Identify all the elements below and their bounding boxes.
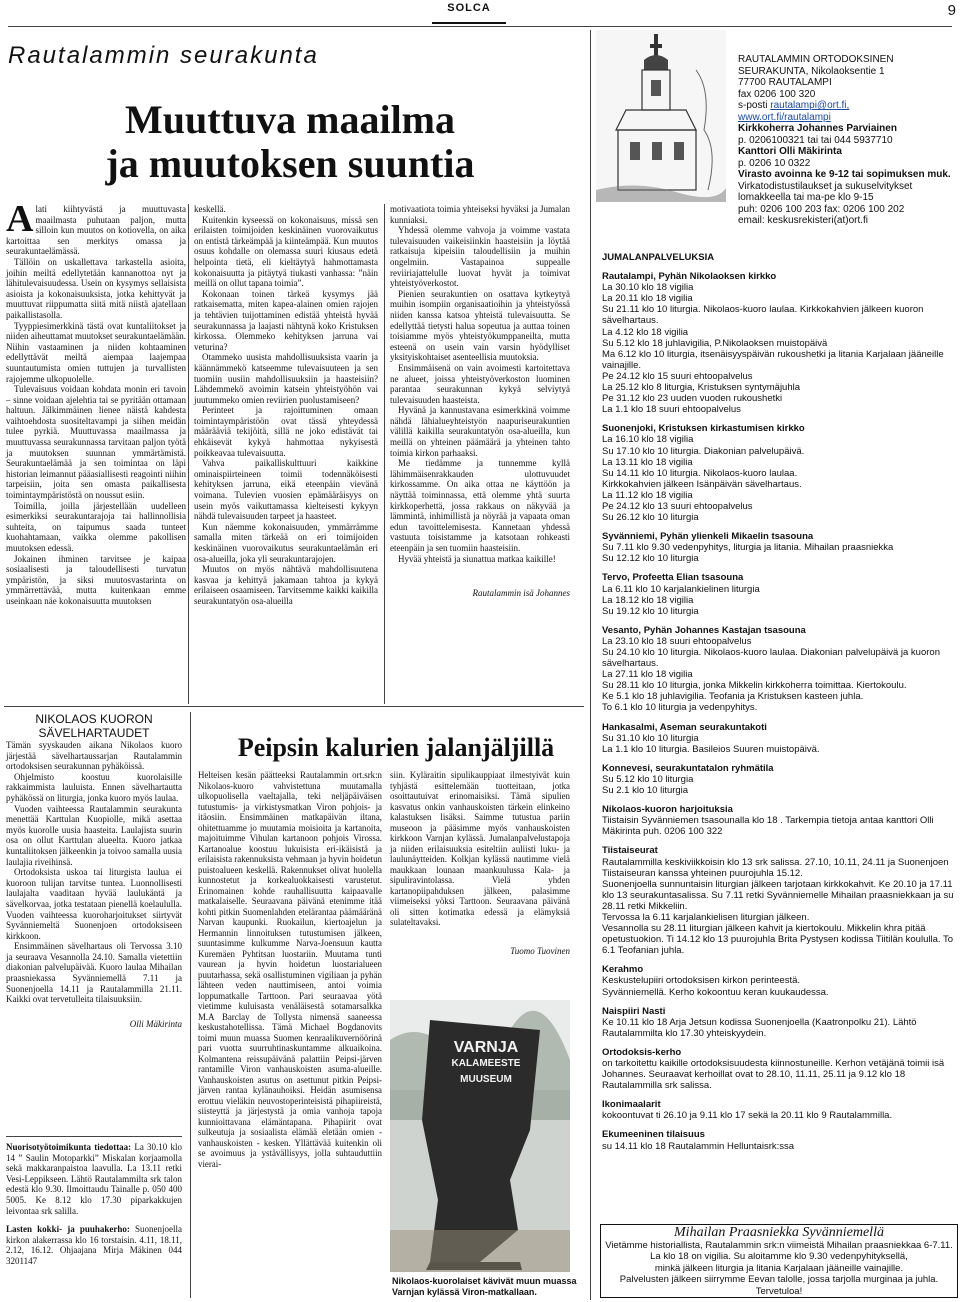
service-block (602, 804, 956, 837)
service-line: Tiistaisin Syvänniemen tsasounalla klo 18 . Tarkempia tietoja antaa kanttori Olli Mäkirinta puh. 0206 100 322 (602, 815, 934, 838)
article-signature: Rautalammin isä Johannes (472, 588, 570, 599)
section-title: Rautalammin seurakunta (8, 42, 319, 69)
column-divider (190, 712, 191, 1298)
registry-phone: puh: 0206 100 203 fax: 0206 100 202 (738, 203, 905, 215)
service-line: La 27.11 klo 18 vigilia (602, 669, 693, 681)
service-line: La 16.10 klo 18 vigilia (602, 434, 694, 446)
service-line: La 1.1 klo 18 suuri ehtoopalvelus (602, 404, 741, 416)
article-paragraph: lati kiihtyvästä ja muuttuvasta maailmasta puhutaan paljon, mutta silloin kun muutos on kotiovella, on aika kartoittaa sen merkitys omassa ja seurakuntaelämässä. (6, 204, 186, 257)
banner-title: Mihailan Praasniekka Syvänniemellä (674, 1225, 884, 1240)
service-line: kokoontuvat ti 26.10 ja 9.11 klo 17 sekä la 20.11 klo 9 Rautalammilla. (602, 1110, 893, 1122)
service-block (602, 1129, 956, 1151)
service-heading: Tervo, Profeetta Elian tsasouna (602, 572, 744, 584)
service-line: La 1.1 klo 10 liturgia. Basileios Suuren muistopäivä. (602, 743, 820, 755)
article-paragraph: Perinteet ja rajoittuminen omaan toimintaympäristöön ovat tässä yhteydessä määrääviä tekijöitä, sillä ne joko edistävät tai ehkäisevät kykyä hahmottaa nykyisestä poikkeavaa tulevaisuutta. (194, 405, 378, 458)
service-heading: Suonenjoki, Kristuksen kirkastumisen kirkko (602, 423, 805, 435)
service-line: La 20.11 klo 18 vigilia (602, 293, 693, 305)
column-divider (590, 30, 591, 1300)
service-heading: Rautalampi, Pyhän Nikolaoksen kirkko (602, 271, 777, 283)
service-heading: Nikolaos-kuoron harjoituksia (602, 804, 733, 816)
service-line: on tarkoitettu kaikille ortodoksisuudesta kiinnostuneille. Kerhon vetäjänä toimii isä Johannes. Seuraavat kerhoillat ovat to 28.10, 11.11, 25.11 ja 9.12 klo 18 Rautalammilla srk salissa. (602, 1058, 945, 1092)
service-line: Su 12.12 klo 10 liturgia (602, 553, 699, 565)
article-paragraph: Tällöin on uskallettava tarkastella asioita, joihin meiltä edellytetään kannanottoa nyt ja lähitulevaisuudessa. Usein on kysymys sellaisista asioista ja kokonaisuuksista, jotka kehittyvät ja muuttuvat riippumatta siitä mitä niistä ajatellaan paikallistasolla. (6, 256, 186, 320)
article-paragraph: Ensimmäisenä on vain avoimesti kartoitettava ne alueet, joissa yhteistyöverkoston luominen parantaa seurakunnan kykyä selviytyä tulevaisuuden haasteista. (390, 362, 570, 405)
priest-phone: p. 0206100321 tai tai 044 5937710 (738, 134, 893, 146)
article-paragraph: Tulevaisuus voidaan kohdata monin eri tavoin – sinne voidaan ajelehtia tai se pyritään ottamaan haltuun. Jälkimmäinen lienee näistä kahdesta vaihtoehdosta suositeltavampi ja siihen meidän tulee pyrkiä. Muuttuvassa maailmassa ja muuttuvassa seurakunnassa tarvitaan paljon työtä ja muutoksen suunnan ymmärtämistä. Seurakuntaelämää ja sen toimintaa on läpi historian leimannut pääasiallisesti reagointi niihin tarpeisiin, joita sen omasta paikallisesta toimintaympäristöstä on noussut esiin. (6, 384, 186, 501)
service-block (602, 1099, 956, 1121)
service-block (602, 763, 956, 796)
article-paragraph: keskellä. (194, 204, 226, 214)
service-line: Su 19.12 klo 10 liturgia (602, 605, 699, 617)
service-line: Su 7.11 klo 9.30 vedenpyhitys, liturgia ja litania. Mihailan praasniekka (602, 542, 894, 554)
service-line: La 23.10 klo 18 suuri ehtoopalvelus (602, 635, 752, 647)
contact-line: fax 0206 100 320 (738, 88, 816, 100)
service-heading: Konnevesi, seurakuntatalon ryhmätila (602, 762, 774, 774)
article-paragraph: Vahva paikalliskulttuuri kaikkine ominaispiirteineen toimii todennäköisesti kehityksen jarruna, eikä eteenpäin vievänä voimana. Tulevien vuosien epämääräisyys on usein myös vaikuttamassa kielteisesti kykyyn nähdä tulevaisuuden tarpeet ja haasteet. (194, 458, 378, 522)
article-paragraph: Ortodoksista uskoa tai liturgista laulua ei kuoroon tulijan tarvitse tuntea. Luonnollisesti laulajalta vaaditaan hyvää laulukäntä ja sävelkorvaa, jotka testataan pienellä koelaululla. Vuoden vaihteessa kuoroharjoitukset siirtyvät Syvänniemeltä Suonenjoen ortodoksiseen kirkkoon. (6, 867, 182, 941)
service-line: Ke 10.11 klo 18 Arja Jetsun kodissa Suonenjoella (Kaatronpolku 21). Lähtö Rautalammilta klo 17.30 yhteiskyydein. (602, 1016, 917, 1039)
choir-title (6, 712, 182, 740)
article-column-2 (194, 204, 378, 607)
service-line: La 4.12 klo 18 vigilia (602, 326, 689, 338)
banner-text: minkä jälkeen liturgia ja litania Karjalaan jääneille vainajille. (654, 1262, 904, 1274)
church-illustration (596, 30, 726, 202)
article-paragraph: Helteisen kesän päätteeksi Rautalammin ort.srk:n Nikolaos-kuoro vahvistettuna muutamalla ulkopuolisella vaeltajalla, teki neljäpäiväisen tutustumis- ja virkistysmatkan Viron pohjois- ja itäosiin. Ensimmäinen matkapäivän iltana, ohitettuamme jo muutamia moisioita ja kartanoita, majoituimme Vihulan kartanoon pohjois Virossa. Kartanoalue koostuu lukuisista eri-ikäisistä ja erilaisista rakennuksista vehmaan ja hyvin hoidetun puistoalueen keskellä. Rakennukset olivat huolella kunnostetut ja korkealuokkaisesti varustetut. Erinomainen kohde rauhallisuutta kaipaavalle matkalaiselle. Seuraavana päivänä etenimme itää kohti pitkin Suomenlahden etelärantaa päämääränä Narvan kaupunki. Ruokailun, kiertoajelun ja Hermannin linnoituksen tutustumisen jälkeen, suuntasimme kulkumme Narva-Joensuun kautta Kuremäen Pyhtitsan luostariin. Muutama tunti vaurean ja hyvin hoidetun luostarialueen puutarhassa, sekä osallistuminen vigiliaan ja pyhän lähteen veden nauttimiseen, antoi voimia loppumatkalle Tarttoon. Pari seuraavaa yötä vietimme kuluisasta venäläisestä sotamarsalkka M.A Barclay de Tollysta nimensä saaneessa keskustahotellissa. Tämä Michael Bogdanovits toimi muun muassa Suomen kenraalikuvernöörinä pari vuotta suurruhtinaskuntamme alkuaikoina. Kolmantena reissupäivänä palattiin Peipsi-järven rantamille Viron vanhauskoisten asuma-alueille. Vanhauskoisten asutus on asettunut pitkin Peipsi-järven rantaa kylänauhoiksi. Heidän asumisensa erottuu vieläkin neuvostoperinteisistä pihapiireistä, siisteyttä ja järjestystä ja omia vanhoja tapoja kunnioittavana elämäntapana. Pihapiirit ovat sulkeutuja ja sosiaalista elämää eletään omien - vanhauskoisten - kesken. Yllättävää kuitenkin oli se avoimuus ja ystävällisyys, jolla suhtauduttiin vierai- (198, 770, 382, 1169)
article-paragraph: Ensimmäinen sävelhartaus oli Tervossa 3.10 ja seuraava Vesannolla 24.10. Samalla vietettiin diakonian palvelupäivää. Kuoro laulaa Mihailan praasniekassa Syvänniemellä 7.11 ja Suonenjoella 14.11 ja Rautalammilla 21.11. Kaikki ovat tervetulleita tilaisuuksiin. (6, 941, 182, 1005)
service-line: Su 5.12 klo 18 juhlavigilia, P.Nikolaoksen muistopäivä (602, 337, 828, 349)
article-paragraph: Hyvää yhteistä ja siunattua matkaa kaikille! (398, 553, 556, 564)
service-line: To 6.1 klo 10 liturgia ja vedenpyhitys. (602, 702, 758, 714)
article-column-3 (390, 204, 570, 599)
contact-email-row (738, 100, 958, 112)
service-line: La 18.12 klo 18 vigilia (602, 594, 694, 606)
column-divider (188, 204, 189, 704)
service-line: Su 31.10 klo 10 liturgia (602, 732, 699, 744)
contact-box (738, 54, 958, 227)
service-line: Keskustelupiiri ortodoksisen kirkon perinteestä. (602, 975, 801, 987)
service-line: Su 5.12 klo 10 liturgia (602, 773, 694, 785)
article-paragraph: Muutos on myös nähtävä mahdollisuutena kasvaa ja kehittyä jakamaan tahtoa ja kykyä erilaiseen osaamiseen. Tarvitsemme kaikki kaikilla seurakuntatyön osa-alueilla (194, 564, 378, 606)
service-line: La 25.12 klo 8 liturgia, Kristuksen syntymäjuhla (602, 382, 801, 394)
office-holder: Kanttori Olli Mäkirinta (738, 146, 842, 157)
service-line: Ma 6.12 klo 10 liturgia, itsenäisyyspäivän rukoushetki ja litania Karjalaan jääneille vainajille. (602, 348, 944, 371)
service-line: su 14.11 klo 18 Rautalammin Helluntaisrk:ssa (602, 1140, 795, 1152)
service-line: Su 28.11 klo 10 liturgia, jonka Mikkelin kirkkoherra toimittaa. Kiertokoulu. (602, 680, 907, 692)
services-blocks (602, 271, 956, 1152)
website-link[interactable]: www.ort.fi/rautalampi (738, 111, 831, 123)
article2-headline: Peipsin kalurien jalanjäljillä (237, 733, 555, 762)
contact-line: 77700 RAUTALAMPI (738, 77, 832, 88)
service-block (602, 845, 956, 956)
article-paragraph: Toimilla, joilla järjestellään uudelleen esimerkiksi seurakuntarajoja tai hallinnollisia suhteita, on taipumus saada tunteet kuohahtamaan, vaikka olemme pakollisen muutoksen edessä. (6, 500, 186, 553)
service-line: La 13.11 klo 18 vigilia (602, 456, 693, 468)
service-line: Pe 24.12 klo 13 suuri ehtoopalvelus (602, 500, 753, 512)
headline-line-1: Muuttuva maailma (125, 97, 455, 142)
service-line: Suonenjoella sunnuntaisin liturgian jälkeen tarjotaan kirkkokahvit. Ke 20.10 ja 17.11 klo 13 seurakuntasalissa. Su 7.11 retki Syvänniemelle Mihailan praasniekkaan ja su 28.11 retki Mikkeliin. (602, 878, 954, 912)
banner-text: Tervetuloa! (755, 1285, 803, 1297)
article-paragraph: Hyvänä ja kannustavana esimerkkinä voimme nähdä lähialueyhteistyön naapuriseurakuntien välillä kaikilla seurakuntatyön osa-alueilla, kun meillä on yhteinen päämäärä ja yhteinen tahto toimia kirkon parhaaksi. (390, 405, 570, 458)
service-line: Su 14.11 klo 10 liturgia. Nikolaos-kuoro laulaa. (602, 467, 798, 479)
article-paragraph: motivaatiota toimia yhteiseksi hyväksi ja Jumalan kunniaksi. (390, 204, 570, 225)
email-label: s-posti (738, 100, 768, 111)
service-line: Pe 31.12 klo 23 uuden vuoden rukoushetki (602, 393, 783, 405)
service-line: Ke 5.1 klo 18 juhlavigilia. Teofania ja Kristuksen kasteen juhla. (602, 691, 864, 703)
article-paragraph: Ohjelmisto koostuu kuorolaisille rakkaimmista lauluista. Ennen sävelhartautta pyhäkössä on liturgia, jonka kuoro myös laulaa. (6, 771, 182, 803)
youth-label: Nuorisotyötoimikunta tiedottaa: (6, 1142, 132, 1152)
service-block (602, 423, 956, 523)
service-line: Su 17.10 klo 10 liturgia. Diakonian palvelupäivä. (602, 445, 805, 457)
photo-caption: Nikolaos-kuorolaiset kävivät muun muassa Varnjan kylässä Viron-matkallaan. (392, 1276, 577, 1297)
contact-line: RAUTALAMMIN ORTODOKSINEN (738, 54, 894, 65)
choir-article (6, 712, 182, 1029)
service-block (602, 625, 956, 714)
article-paragraph: Tämän syyskauden aikana Nikolaos kuoro järjestää sävelhartaussarjan Rautalammin ortodoksisen seurakunnan pyhäköissä. (6, 740, 182, 772)
banner-text: Vietämme historiallista, Rautalammin srk:n viimeistä Mihailan praasniekkaa 6-7.11. La klo 18 on vigilia. Su aloitamme klo 9.30 vedenpyhityksellä, (605, 1239, 953, 1262)
boot-sign-line: KALAMEESTE (451, 1058, 521, 1069)
service-line: La 11.12 klo 18 vigilia (602, 489, 693, 501)
service-heading: Ikonimaalarit (602, 1099, 661, 1111)
article-paragraph: Kokonaan toinen tärkeä kysymys jää ratkaisematta, miten kapea-alainen omien rajojen ja tehtävien tuijottaminen edistää yhteistä hyvää seurakunnassa ja laajasti nähtynä koko Kristuksen kirkossa. Olemmeko kehityksen jarruna vai veturina? (194, 288, 378, 352)
article-paragraph: Pienien seurakuntien on osattava kytkeytyä muihin isompiin organisaatioihin ja yhteistyössä niiden kanssa katsoa yhteistä tulevaisuutta. Se edellyttää tietysti halua sopeutua ja auttaa toinen toisiamme myös yhteistyökumppaneilta, mutta esteenä on usein vain varsin hyödylliset yksityiskohtaiset asenteellisia muutoksia. (390, 288, 570, 363)
kids-text: Suonenjoella kirkon alakerrassa klo 16 torstaisin. 4.11, 18.11, 2.12, 16.12. Ohjaajana Mirja Mäkinen 044 3201147 (6, 1224, 182, 1266)
article-paragraph: Kun näemme kokonaisuuden, ymmärrämme samalla miten tärkeää on eri toimijoiden keskinäinen vuorovaikutus seurakuntaelämän eri osa-alueilla, joka yli seurakuntarajojen. (194, 521, 378, 564)
choir-title-line: NIKOLAOS KUORON (35, 712, 153, 726)
article-paragraph: Yhdessä olemme vahvoja ja voimme vastata tulevaisuuden vaikeisiinkin haasteisiin ja löytää ratkaisuja kipeisiin taloudellisiin ja muihin ongelmiin. Vastapainoa suppealle reviiriajattelulle luovat hyvät ja toimivat yhteistyöverkostot. (390, 225, 570, 289)
article2-column-2 (390, 770, 570, 956)
article-paragraph: Otammeko uusista mahdollisuuksista vaarin ja käännämmekö katseemme tulevaisuuteen ja sen tuomiin uusiin mahdollisuuksiin ja haasteisiin? Lähdemmekö avoimin katsein yhteistyöhön vai juutummeko omien reviirien puolustamiseen? (194, 352, 378, 405)
service-block (602, 572, 956, 616)
column-divider (384, 204, 385, 704)
service-heading: Hankasalmi, Aseman seurakuntakoti (602, 721, 767, 733)
service-block (602, 531, 956, 564)
kids-label: Lasten kokki- ja puuhakerho: (6, 1224, 130, 1235)
service-line: Vesannolla su 28.11 liturgian jälkeen kahvit ja kiertokoulu. Mikkelin khra pitää opetustuokion. Ti 14.12 klo 13 puurojuhla Brita Pystysen kodissa Tiitilän koululla. To 6.1 Teofanian juhla. (602, 923, 954, 957)
priest-name: Kirkkoherra Johannes Parviainen (738, 123, 897, 134)
boot-sign (440, 1040, 532, 1088)
service-line: Su 26.12 klo 10 liturgia (602, 512, 699, 524)
service-line: Su 24.10 klo 10 liturgia. Nikolaos-kuoro laulaa. Diakonian palvelupäivä ja kuoron sävelhartaus. (602, 647, 940, 670)
service-block (602, 1006, 956, 1039)
services-title: JUMALANPALVELUKSIA (602, 252, 715, 263)
boot-sign-line: VARNJA (453, 1039, 519, 1056)
article-paragraph: Tyyppiesimerkkinä tästä ovat kuntaliitokset ja niiden aiheuttamat muutokset seurakuntaelämään. Niihin vastaaminen ja niiden kohtaaminen edellyttävät meiltä aiempaa laajempaa suuntautumista omien tuttujen ja turvallisten rajojemme ulkopuolelle. (6, 320, 186, 384)
article-column-1 (6, 198, 186, 607)
service-heading: Kerahmo (602, 964, 644, 976)
section-divider (4, 706, 584, 707)
service-line: Pe 24.12 klo 15 suuri ehtoopalvelus (602, 370, 753, 382)
registry-note: Virkatodistustilaukset ja sukuselvitykset lomakkeella tai ma-pe klo 9-15 (738, 180, 913, 203)
article-paragraph: Jokainen ihminen tarvitsee je kaipaa sosiaalisesti ja taloudellisesti turvatun ympäristön, ja siksi muutosvastarinta on ymmärrettävää, mutta kuitenkaan emme useinkaan näe kokonaisuutta muutoksen (6, 553, 186, 606)
headline-line-2: ja muutoksen suuntia (105, 141, 475, 186)
service-line: La 6.11 klo 10 karjalankielinen liturgia (602, 583, 760, 595)
service-line: Kirkkokahvien jälkeen Isänpäivän sävelhartaus. (602, 478, 802, 490)
choir-title-line: SÄVELHARTAUDET (38, 726, 150, 740)
service-block (602, 271, 956, 415)
service-heading: Vesanto, Pyhän Johannes Kastajan tsasouna (602, 624, 806, 636)
service-line: Su 2.1 klo 10 liturgia (602, 785, 689, 797)
article-paragraph: Kuitenkin kyseessä on kokonaisuus, missä sen erilaisten toimijoiden keskinäinen vuorovaikutus on entistä tärkeämpää ja kiinteämpää. Kun muutos osuus kohdalle on olemassa suuri kiusaus edetä helpointa tietä, eli kieltäytyä hahmottamasta kokonaisuutta ja pitäytyä tiukasti vanhassa: ”näin meillä on ollut tapana toimia”. (194, 214, 378, 289)
service-line: Tervossa la 6.11 karjalankielisen liturgian jälkeen. (602, 911, 810, 923)
article2-signature: Tuomo Tuovinen (510, 945, 570, 956)
service-line: Su 21.11 klo 10 liturgia. Nikolaos-kuoro laulaa. Kirkkokahvien jälkeen kuoron sävelhartaus. (602, 304, 924, 327)
boot-sign-line: MUUSEUM (460, 1074, 512, 1085)
article-headline (90, 98, 490, 186)
banner-text: Palvelusten jälkeen siirrymme Eevan talolle, jossa tarjolla murginaa ja juhla. (619, 1274, 939, 1285)
office-hours: Virasto avoinna ke 9-12 tai sopimuksen muk. (738, 169, 951, 180)
choir-signature: Olli Mäkirinta (129, 1018, 182, 1029)
masthead-logo: SOLCA (432, 2, 506, 24)
service-block (602, 1047, 956, 1091)
page-number: 9 (947, 2, 956, 19)
article-paragraph: Me tiedämme ja tunnemme kyllä lähimmäisenrakkauden ulottuvuudet kirkossamme. On aika ottaa ne käyttöön ja näyttää toiminnassa, että olemme yhtä suurta kirkkoperhettä, jossa rakkaus on näkyvää ja lämmintä, inhimillistä ja nöyrää ja vapaata oman edun tavoittelemisesta. Kannetaan yhdessä vastuuta toisistamme ja katsotaan rohkeasti eteenpäin ja sen tuomiin haasteisiin. (390, 458, 570, 553)
article-paragraph: Vuoden vaihteessa Rautalammin seurakunta menettää Karttulan Kuopiolle, mikä asettaa myös kuorolle uusia haasteita. Laulajista suurin osa on ollut Karttulan alueelta. Kuoro jatkaa kuntaliitoksen jälkeenkin ja toivoo samalla uusia laulajia riveihinsä. (6, 803, 182, 867)
article2-column-1 (198, 770, 382, 1169)
section-divider (6, 1136, 182, 1137)
service-line: Rautalammilla keskiviikkoisin klo 13 srk salissa. 27.10, 10.11, 24.11 ja Suonenjoen Tiistaiseuran kanssa yhteinen puurojuhla 15.12. (602, 856, 949, 879)
boot-photo (390, 1000, 570, 1272)
office-phone: p. 0206 10 0322 (738, 157, 811, 169)
youth-text: La 30.10 klo 14 ” Saulin Motoparkki” Miskalan korjaamolla sekä makkaranpaistoa laavulla. La 13.11 retki Vesi-Leppikseen. Lähtö Rautalammilta srk talon edestä klo 9.30. Ilmoittaudu Tainalle p. 050 400 5005. Ke 8.12 klo 17.30 piparkakkujen leivontaa srk salilla. (6, 1142, 182, 1216)
service-heading: Ekumeeninen tilaisuus (602, 1129, 705, 1141)
praasniekka-banner (600, 1224, 958, 1298)
service-line: La 30.10 klo 18 vigilia (602, 282, 694, 294)
service-block (602, 722, 956, 755)
service-line: Syvänniemellä. Kerho kokoontuu keran kuukaudessa. (602, 986, 829, 998)
service-heading: Naispiiri Nasti (602, 1005, 666, 1017)
service-heading: Ortodoksis-kerho (602, 1046, 682, 1058)
contact-line: SEURAKUNTA, Nikolaoksentie 1 (738, 65, 885, 77)
registry-email: email: keskusrekisteri(at)ort.fi (738, 215, 869, 226)
service-heading: Tiistaiseurat (602, 845, 658, 857)
email-link[interactable]: rautalampi@ort.fi, (770, 100, 850, 111)
youth-notice (6, 1142, 182, 1267)
drop-cap: A (6, 198, 34, 240)
services-list (602, 252, 956, 1152)
service-block (602, 964, 956, 997)
article-paragraph: siin. Kyläraitin sipulikauppiaat ilmestyivät kuin tyhjästä esittelemään tuotteitaan, jotka osoittautuivat erinomaisiksi. Tämä sipulien kasvatus onkin vanhauskoisten tärkein elinkeino kalastuksen lisäksi. Saimme tutustua pariin museoon ja pääsimme myös vanhauskoisten kirkkoon Varnjan kylässä. Jumalanpalvelustapoja ja niiden erilaisuuksia esiteltiin auliisti luku- ja laulunäytteiden. Kolkjan kylässä nautimme vielä maukkaan lounaan maankuulussa Kala- ja sipuliravintolassa. Vielä yhden kartanopiipahduksen jälkeen, palasimme viimeiseksi yöksi Tarttoon. Seuraavana päivänä oli sitten kotimatka edessä ja elämyksiä sulateltavaksi. (390, 770, 570, 927)
church-drawing (596, 30, 726, 202)
top-rule (8, 26, 952, 27)
service-heading: Syvänniemi, Pyhän ylienkeli Mikaelin tsasouna (602, 531, 814, 543)
